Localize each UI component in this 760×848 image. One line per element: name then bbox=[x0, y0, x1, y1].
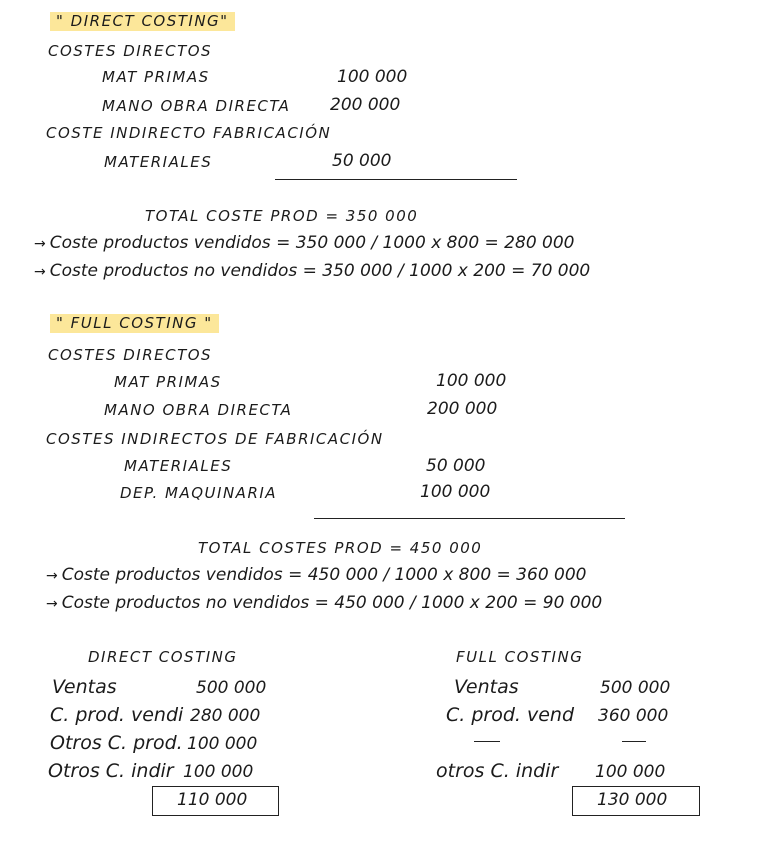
full-costes-directos-label: COSTES DIRECTOS bbox=[48, 346, 213, 364]
compare-direct-result-value: 110 000 bbox=[177, 790, 248, 810]
full-costing-title bbox=[50, 316, 219, 331]
arrow-right-icon: → bbox=[46, 596, 58, 612]
direct-sum-rule bbox=[275, 179, 517, 180]
full-dep-maquinaria-value: 100 000 bbox=[420, 482, 491, 502]
compare-full-result-value: 130 000 bbox=[597, 790, 668, 810]
compare-full-otros-indir-value: 100 000 bbox=[595, 762, 666, 782]
compare-direct-otros-indir-label: Otros C. indir bbox=[48, 760, 174, 782]
full-dep-maquinaria-label: DEP. MAQUINARIA bbox=[120, 484, 278, 502]
direct-materiales-label: MATERIALES bbox=[104, 153, 213, 171]
compare-direct-ventas-label: Ventas bbox=[52, 676, 117, 698]
compare-direct-ventas-value: 500 000 bbox=[196, 678, 267, 698]
direct-coste-no-vendidos-line bbox=[34, 263, 590, 280]
compare-full-dash-left bbox=[474, 741, 500, 742]
full-mano-obra-value: 200 000 bbox=[427, 399, 498, 419]
compare-full-ventas-label: Ventas bbox=[454, 676, 519, 698]
compare-full-cprod-label: C. prod. vend bbox=[446, 704, 575, 726]
full-mat-primas-label: MAT PRIMAS bbox=[114, 373, 222, 391]
full-materiales-value: 50 000 bbox=[426, 456, 486, 476]
full-coste-no-vendidos-text: Coste productos no vendidos = 450 000 / 1000 x 200 = 90 000 bbox=[61, 593, 603, 613]
compare-direct-otros-prod-value: 100 000 bbox=[187, 734, 258, 754]
direct-coste-no-vendidos-text: Coste productos no vendidos = 350 000 / 1000 x 200 = 70 000 bbox=[49, 261, 591, 281]
direct-mano-obra-value: 200 000 bbox=[330, 95, 401, 115]
arrow-right-icon: → bbox=[34, 236, 46, 252]
compare-direct-otros-prod-label: Otros C. prod. bbox=[50, 732, 183, 754]
full-mano-obra-label: MANO OBRA DIRECTA bbox=[104, 401, 293, 419]
direct-mat-primas-value: 100 000 bbox=[337, 67, 408, 87]
compare-direct-cprod-value: 280 000 bbox=[190, 706, 261, 726]
direct-total-coste-prod: TOTAL COSTE PROD = 350 000 bbox=[145, 207, 419, 225]
direct-coste-vendidos-line bbox=[34, 235, 575, 252]
full-costing-title-text: " FULL COSTING " bbox=[50, 314, 219, 333]
direct-materiales-value: 50 000 bbox=[332, 151, 392, 171]
full-coste-no-vendidos-line bbox=[46, 595, 602, 612]
compare-direct-otros-indir-value: 100 000 bbox=[183, 762, 254, 782]
direct-costes-directos-label: COSTES DIRECTOS bbox=[48, 42, 213, 60]
compare-full-dash-right bbox=[622, 741, 646, 742]
full-materiales-label: MATERIALES bbox=[124, 457, 233, 475]
compare-full-result-box bbox=[572, 786, 700, 816]
direct-coste-vendidos-text: Coste productos vendidos = 350 000 / 1000 x 800 = 280 000 bbox=[49, 233, 575, 253]
full-total-costes-prod: TOTAL COSTES PROD = 450 000 bbox=[198, 539, 483, 557]
compare-direct-title: DIRECT COSTING bbox=[88, 648, 238, 666]
compare-direct-result-box bbox=[152, 786, 279, 816]
full-sum-rule bbox=[314, 518, 625, 519]
direct-coste-indirecto-label: COSTE INDIRECTO FABRICACIÓN bbox=[46, 124, 332, 142]
arrow-right-icon: → bbox=[46, 568, 58, 584]
direct-costing-title-text: " DIRECT COSTING" bbox=[50, 12, 235, 31]
direct-mat-primas-label: MAT PRIMAS bbox=[102, 68, 210, 86]
arrow-right-icon: → bbox=[34, 264, 46, 280]
compare-direct-cprod-label: C. prod. vendi bbox=[50, 704, 184, 726]
full-coste-vendidos-line bbox=[46, 567, 587, 584]
direct-mano-obra-label: MANO OBRA DIRECTA bbox=[102, 97, 291, 115]
compare-full-title: FULL COSTING bbox=[456, 648, 584, 666]
compare-full-otros-indir-label: otros C. indir bbox=[436, 760, 559, 782]
direct-costing-title bbox=[50, 14, 235, 29]
compare-full-cprod-value: 360 000 bbox=[598, 706, 669, 726]
full-coste-vendidos-text: Coste productos vendidos = 450 000 / 1000 x 800 = 360 000 bbox=[61, 565, 587, 585]
full-costes-indirectos-label: COSTES INDIRECTOS DE FABRICACIÓN bbox=[46, 430, 384, 448]
compare-full-ventas-value: 500 000 bbox=[600, 678, 671, 698]
full-mat-primas-value: 100 000 bbox=[436, 371, 507, 391]
